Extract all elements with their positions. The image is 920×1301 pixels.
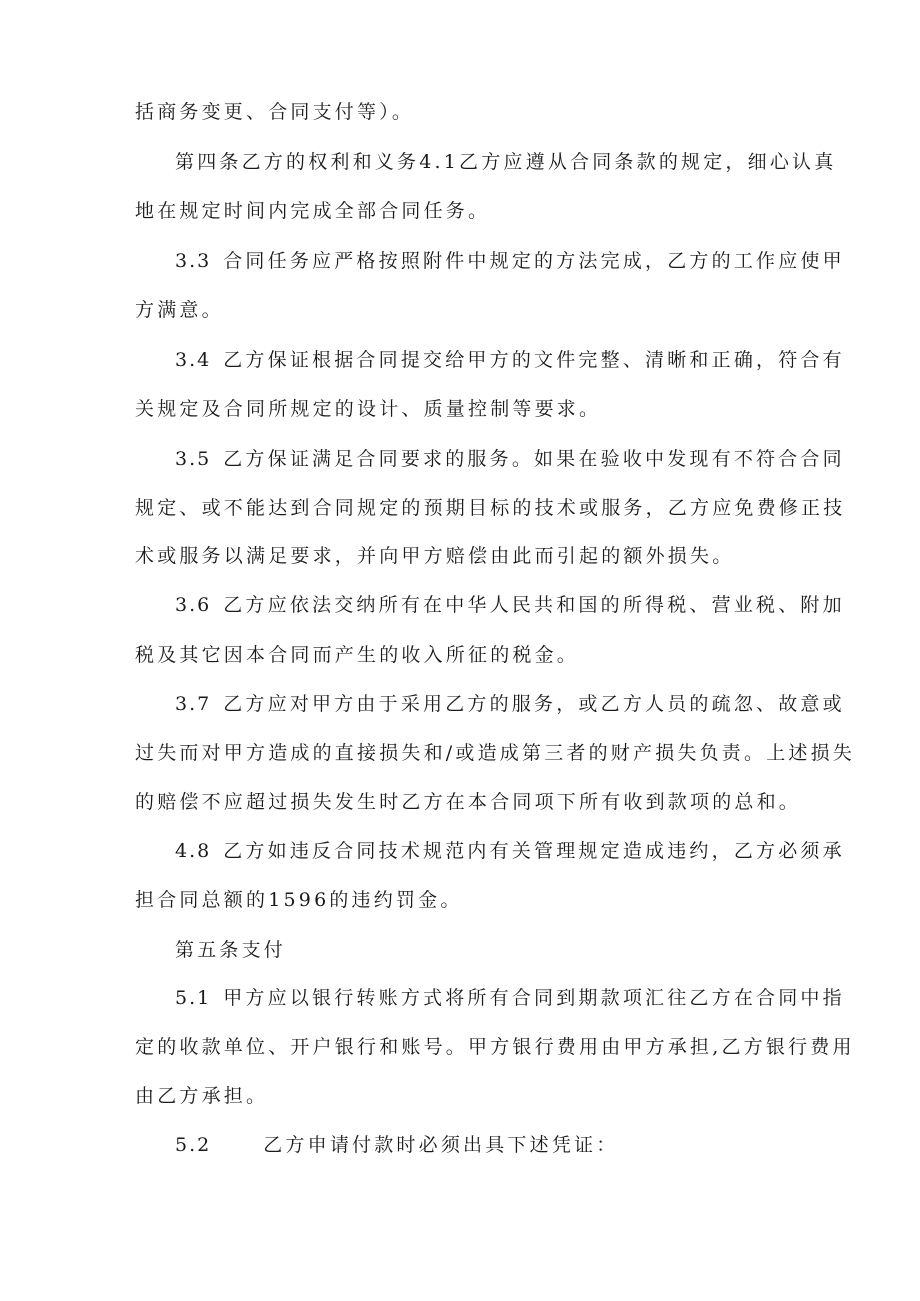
clause-text: 乙方保证根据合同提交给甲方的文件完整、清晰和正确，符合有: [223, 349, 845, 371]
clause-4-8: [175, 839, 845, 863]
paragraph-line: 括商务变更、合同支付等）。: [135, 101, 415, 123]
paragraph-line: 由乙方承担。: [135, 1085, 269, 1107]
article-four-heading-line: 第四条乙方的权利和义务4.1乙方应遵从合同条款的规定，细心认真: [175, 151, 837, 173]
clause-number: 3.3: [175, 250, 212, 272]
clause-number: 5.2: [175, 1134, 212, 1156]
article-five-heading: 第五条支付: [175, 939, 287, 961]
clause-3-6: [175, 593, 845, 617]
clause-5-1: [175, 986, 845, 1010]
paragraph-line: 的赔偿不应超过损失发生时乙方在本合同项下所有收到款项的总和。: [135, 791, 802, 813]
paragraph-line: 税及其它因本合同而产生的收入所征的税金。: [135, 644, 580, 666]
clause-text: 乙方保证满足合同要求的服务。如果在验收中发现有不符合合同: [223, 448, 845, 470]
clause-number: 3.7: [175, 693, 212, 715]
clause-text: 乙方应依法交纳所有在中华人民共和国的所得税、营业税、附加: [223, 594, 845, 616]
paragraph-line: 担合同总额的1596的违约罚金。: [135, 889, 463, 911]
clause-text: 乙方如违反合同技术规范内有关管理规定造成违约，乙方必须承: [223, 840, 845, 862]
clause-number: 3.5: [175, 448, 212, 470]
clause-text: 乙方申请付款时必须出具下述凭证：: [263, 1134, 619, 1156]
clause-number: 3.6: [175, 594, 212, 616]
clause-number: 5.1: [175, 987, 212, 1009]
paragraph-line: 过失而对甲方造成的直接损失和/或造成第三者的财产损失负责。上述损失: [135, 742, 856, 764]
paragraph-line: 规定、或不能达到合同规定的预期目标的技术或服务，乙方应免费修正技: [135, 497, 846, 519]
clause-text: 合同任务应严格按照附件中规定的方法完成，乙方的工作应使甲: [223, 250, 845, 272]
paragraph-line: 地在规定时间内完成全部合同任务。: [135, 200, 491, 222]
clause-3-4: [175, 348, 845, 372]
clause-number: 3.4: [175, 349, 212, 371]
clause-3-7: [175, 692, 845, 716]
paragraph-line: 关规定及合同所规定的设计、质量控制等要求。: [135, 398, 602, 420]
clause-text: 甲方应以银行转账方式将所有合同到期款项汇往乙方在合同中指: [223, 987, 845, 1009]
clause-5-2: [175, 1133, 618, 1157]
clause-number: 4.8: [175, 840, 212, 862]
clause-3-3: [175, 249, 845, 273]
paragraph-line: 术或服务以满足要求，并向甲方赔偿由此而引起的额外损失。: [135, 545, 735, 567]
clause-3-5: [175, 447, 845, 471]
paragraph-line: 方满意。: [135, 299, 224, 321]
paragraph-line: 定的收款单位、开户银行和账号。甲方银行费用由甲方承担,乙方银行费用: [135, 1036, 855, 1058]
clause-text: 乙方应对甲方由于采用乙方的服务，或乙方人员的疏忽、故意或: [223, 693, 845, 715]
